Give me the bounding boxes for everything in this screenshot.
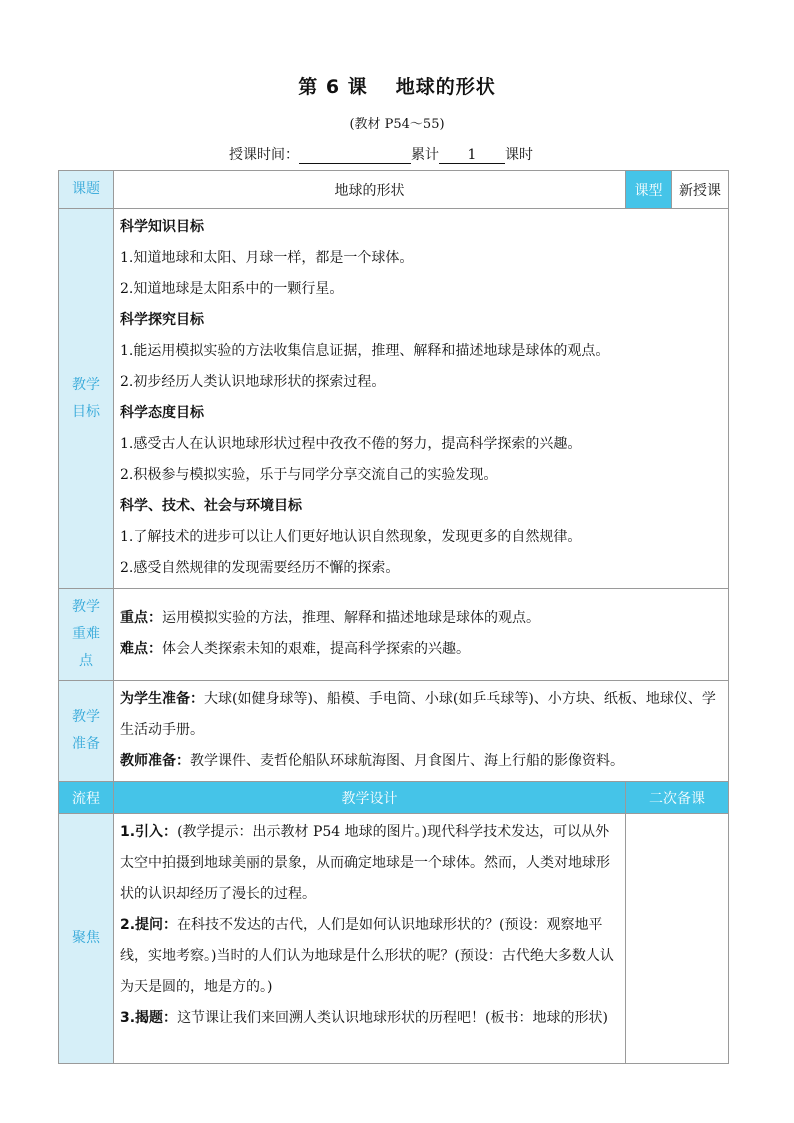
knowledge-item: 1.知道地球和太阳、月球一样，都是一个球体。 [120,250,414,266]
sts-item: 2.感受自然规律的发现需要经历不懈的探索。 [120,560,400,576]
sts-item: 1.了解技术的进步可以让人们更好地认识自然现象，发现更多的自然规律。 [120,529,582,545]
teacher-prep: 教师准备：教学课件、麦哲伦船队环球航海图、月食图片、海上行船的影像资料。 [120,753,624,769]
unit-label: 课时 [505,147,533,163]
focus-question: 2.提问：在科技不发达的古代，人们是如何认识地球形状的？(预设：观察地平线，实地考察。)当时的人们认为地球是什么形状的呢？(预设：古代绝大多数人认为天是圆的，地是方的。) [120,917,614,995]
inquiry-item: 2.初步经历人类认识地球形状的探索过程。 [120,374,386,390]
lesson-title [0,72,794,99]
focus-row [59,814,729,1064]
inquiry-title: 科学探究目标 [120,312,204,328]
topic-value: 地球的形状 [114,171,626,209]
second-prep-header: 二次备课 [626,782,729,814]
key-points-content [114,589,729,681]
flow-header-row [59,782,729,814]
key-points-label: 教学 重难 点 [59,589,114,681]
topic-label: 课题 [59,171,114,209]
schedule-line [229,144,533,164]
time-blank [299,147,411,164]
goals-row [59,209,729,589]
lesson-number: 第 6 课 [298,76,368,98]
textbook-pages: (教材 P54～55) [349,117,445,132]
attitude-item: 2.积极参与模拟实验，乐于与同学分享交流自己的实验发现。 [120,467,498,483]
lesson-plan-table [58,170,729,1064]
second-prep-cell[interactable] [626,814,729,1064]
total-value: 1 [439,147,505,164]
attitude-title: 科学态度目标 [120,405,204,421]
process-header: 流程 [59,782,114,814]
focus-label: 聚焦 [59,814,114,1064]
sts-title: 科学、技术、社会与环境目标 [120,498,302,514]
design-header: 教学设计 [114,782,626,814]
prep-label: 教学 准备 [59,681,114,782]
goals-content [114,209,729,589]
key-points-row [59,589,729,681]
knowledge-title: 科学知识目标 [120,219,204,235]
attitude-item: 1.感受古人在认识地球形状过程中孜孜不倦的努力，提高科学探索的兴趣。 [120,436,582,452]
key-point: 重点：运用模拟实验的方法，推理、解释和描述地球是球体的观点。 [120,610,540,626]
student-prep: 为学生准备：大球(如健身球等)、船模、手电筒、小球(如乒乓球等)、小方块、纸板、地球仪、学生活动手册。 [120,691,716,738]
topic-row [59,171,729,209]
inquiry-item: 1.能运用模拟实验的方法收集信息证据，推理、解释和描述地球是球体的观点。 [120,343,610,359]
difficult-point: 难点：体会人类探索未知的艰难，提高科学探索的兴趣。 [120,641,470,657]
goals-label: 教学 目标 [59,209,114,589]
focus-reveal: 3.揭题：这节课让我们来回溯人类认识地球形状的历程吧！(板书：地球的形状) [120,1010,608,1026]
time-label: 授课时间： [229,147,299,163]
knowledge-item: 2.知道地球是太阳系中的一颗行星。 [120,281,344,297]
type-value: 新授课 [672,171,729,209]
type-label: 课型 [626,171,672,209]
total-label: 累计 [411,147,439,163]
prep-content [114,681,729,782]
lesson-name: 地球的形状 [395,76,496,98]
focus-content [114,814,626,1064]
prep-row [59,681,729,782]
focus-intro: 1.引入：(教学提示：出示教材 P54 地球的图片。)现代科学技术发达，可以从外太空中拍摄到地球美丽的景象，从而确定地球是一个球体。然而，人类对地球形状的认识却经历了漫长的过程。 [120,824,610,902]
